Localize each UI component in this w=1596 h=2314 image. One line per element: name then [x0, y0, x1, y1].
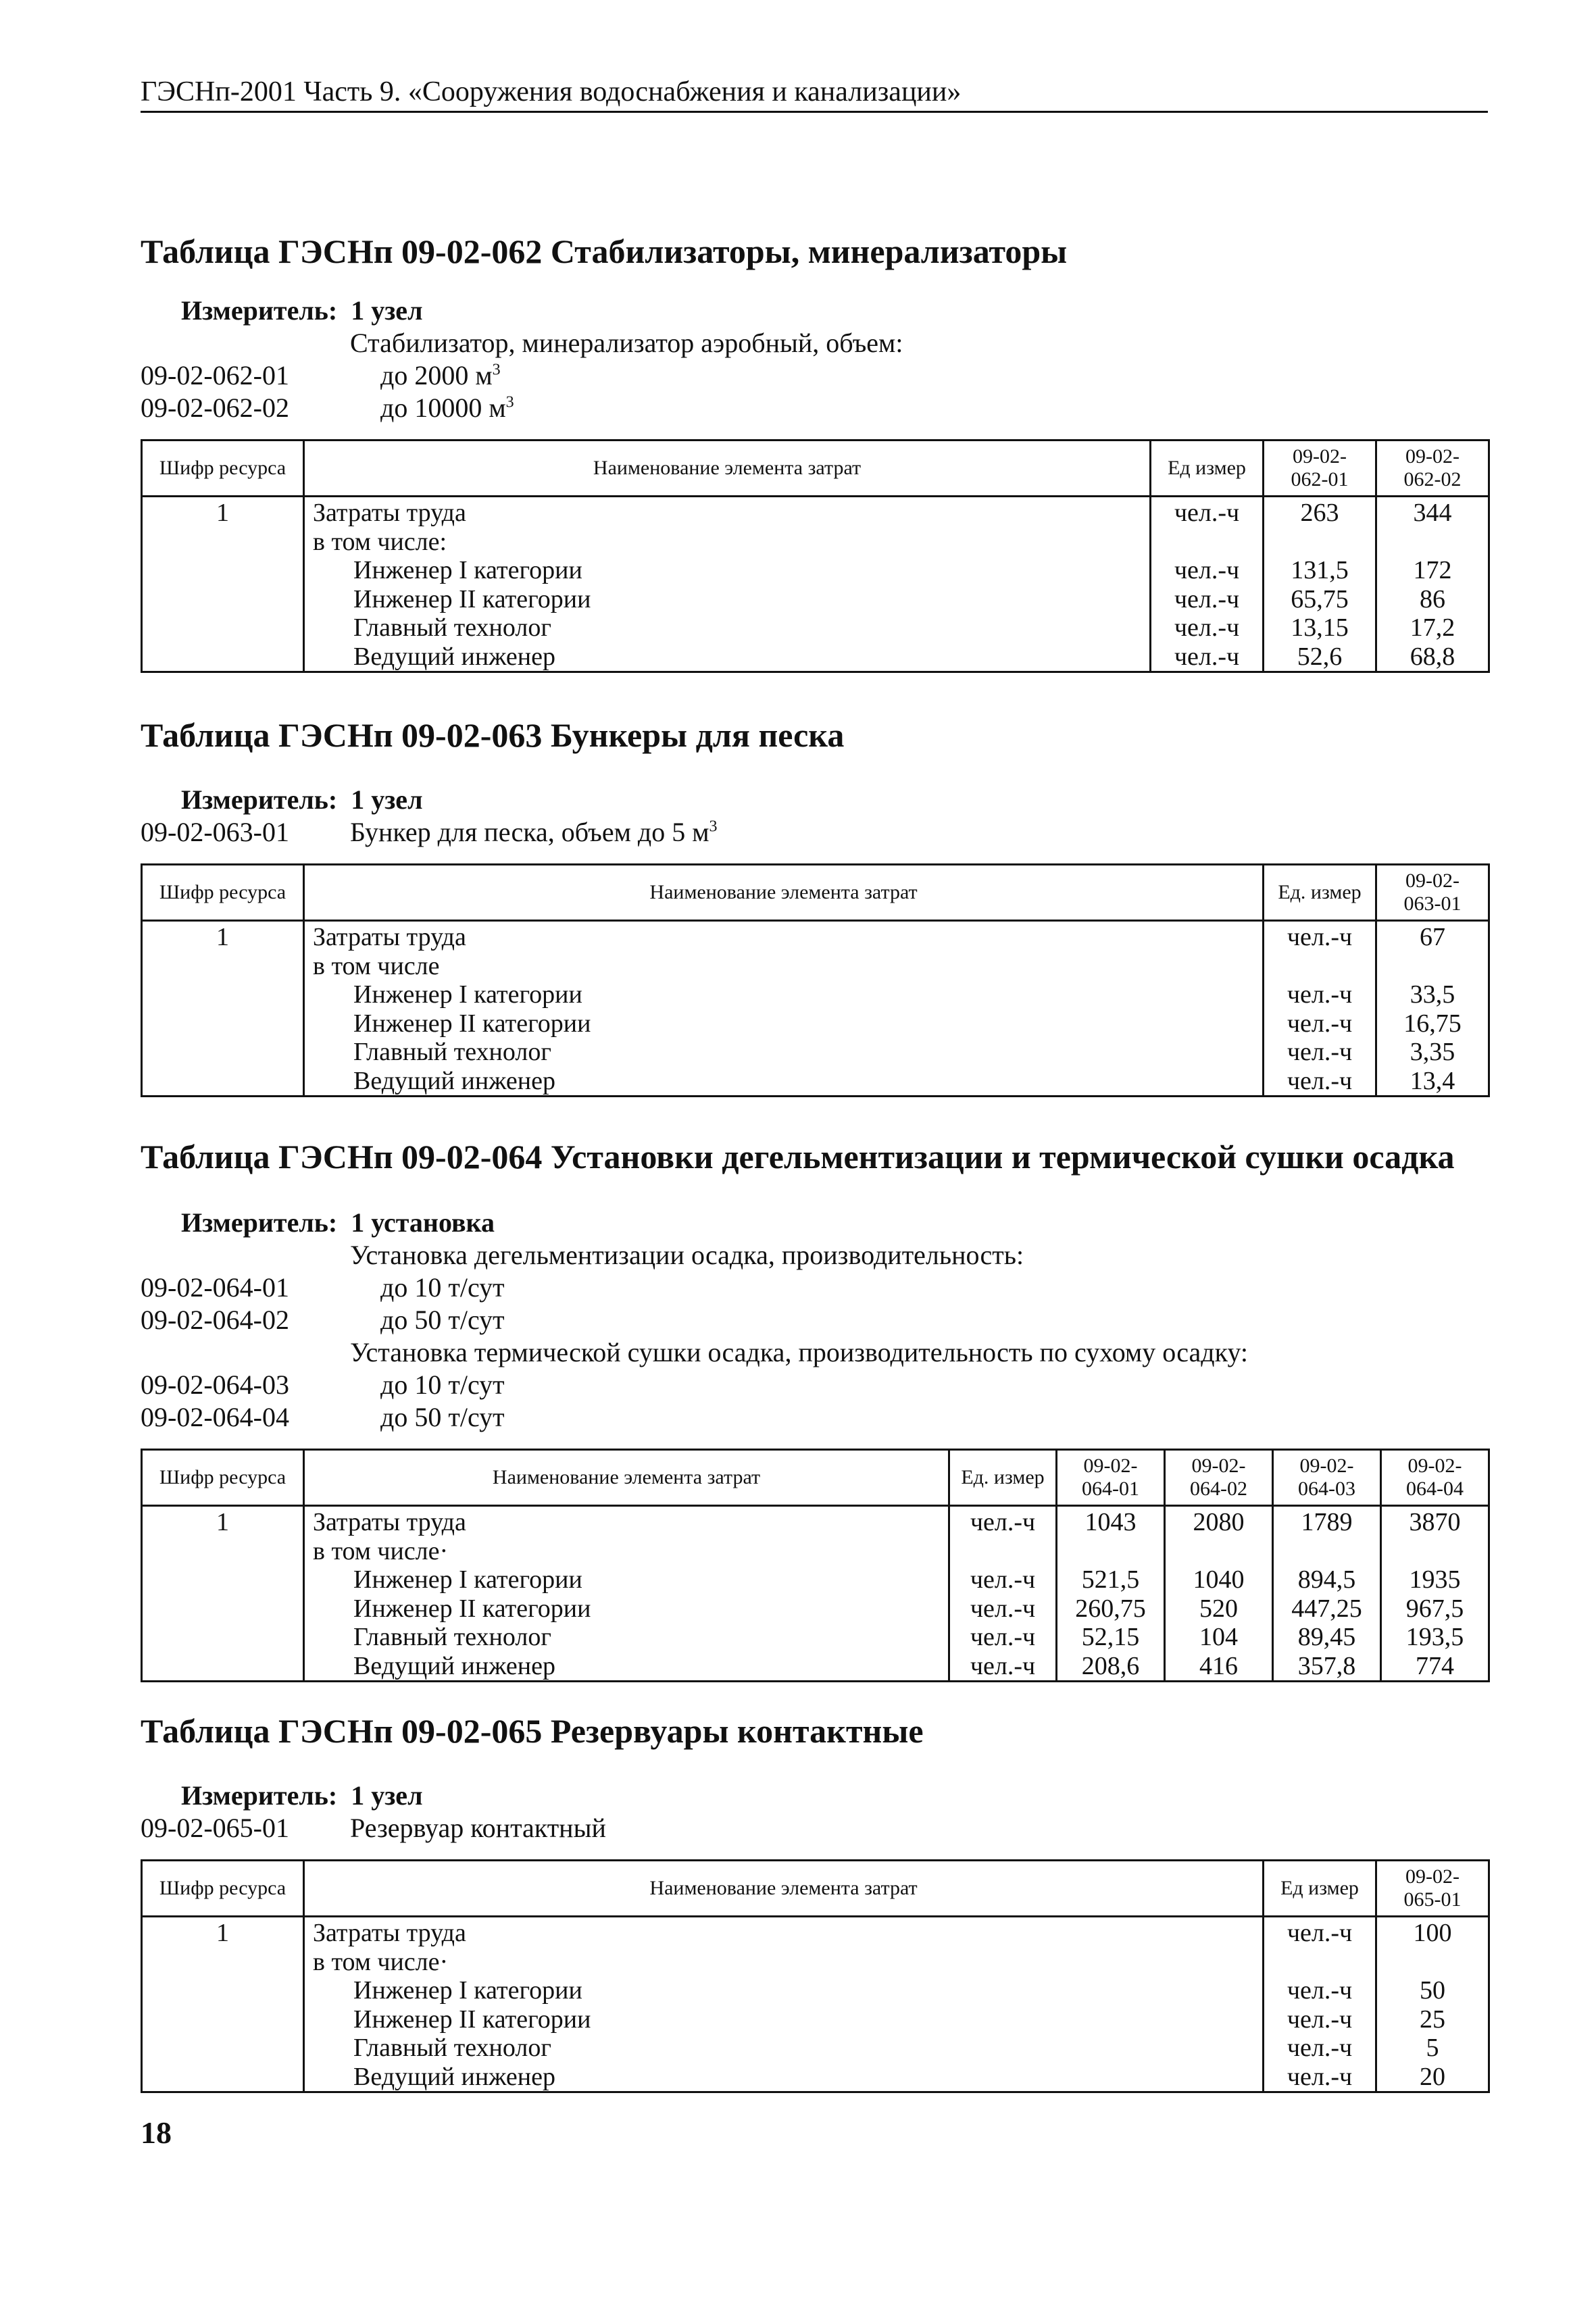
table-title: Таблица ГЭСНп 09-02-062 Стабилизаторы, минерализаторы — [141, 232, 1068, 270]
norm-description: до 10 т/сут — [380, 1369, 505, 1400]
header-norm-065-01: 09-02- 065-01 — [1376, 1861, 1489, 1917]
meter-value: 1 узел — [351, 295, 423, 326]
running-header: ГЭСНп-2001 Часть 9. «Сооружения водоснабжения и канализации» — [141, 73, 1488, 113]
table-row: Ведущий инженер чел.-ч 20 — [142, 2063, 1489, 2092]
table-row: Инженер II категории чел.-ч 65,75 86 — [142, 585, 1489, 614]
table-row: Ведущий инженер чел.-ч 52,6 68,8 — [142, 643, 1489, 672]
table-header-row — [142, 1861, 1489, 1917]
table-row: Инженер II категории чел.-ч 260,75 520 447,25 967,5 — [142, 1594, 1489, 1624]
work-description: Стабилизатор, минерализатор аэробный, объем: — [350, 328, 903, 358]
table-row: в том числе· — [142, 1537, 1489, 1566]
norm-description: Бункер для песка, объем до 5 $м^3$ — [350, 817, 718, 847]
section-09-02-063 — [141, 713, 1488, 1097]
norm-table-064 — [141, 1449, 1490, 1682]
norm-table-063 — [141, 863, 1490, 1097]
meter-value: 1 установка — [351, 1207, 495, 1238]
header-unit: Ед. измер — [949, 1450, 1057, 1506]
header-norm-064-03: 09-02- 064-03 — [1273, 1450, 1381, 1506]
norm-code: 09-02-063-01 — [141, 817, 289, 847]
header-norm-062-01: 09-02- 062-01 — [1264, 441, 1376, 497]
header-code: Шифр ресурса — [142, 441, 304, 497]
norm-code: 09-02-064-04 — [141, 1402, 289, 1432]
norm-description: до 10 т/сут — [380, 1272, 505, 1303]
header-name: Наименование элемента затрат — [304, 1861, 1264, 1917]
header-norm-064-04: 09-02- 064-04 — [1381, 1450, 1489, 1506]
norm-code: 09-02-064-03 — [141, 1369, 289, 1400]
meter-label: Измеритель: — [181, 1780, 338, 1811]
section-09-02-062 — [141, 230, 1488, 673]
table-row: Главный технолог чел.-ч 3,35 — [142, 1038, 1489, 1067]
table-title: Таблица ГЭСНп 09-02-063 Бункеры для песка — [141, 716, 845, 754]
header-name: Наименование элемента затрат — [304, 1450, 949, 1506]
table-row: Главный технолог чел.-ч 5 — [142, 2034, 1489, 2063]
work-description: Установка дегельментизации осадка, производительность: — [350, 1240, 1024, 1270]
meter-label: Измеритель: — [181, 295, 338, 326]
meter-line — [181, 1780, 423, 1812]
table-row: 1 Затраты труда чел.-ч 1043 2080 1789 3870 — [142, 1506, 1489, 1537]
norm-description: Резервуар контактный — [350, 1813, 606, 1843]
table-row: 1 Затраты труда чел.-ч 67 — [142, 921, 1489, 952]
header-norm-063-01: 09-02- 063-01 — [1376, 865, 1489, 921]
header-norm-064-02: 09-02- 064-02 — [1165, 1450, 1273, 1506]
norm-description: до 50 т/сут — [380, 1402, 505, 1432]
table-title: Таблица ГЭСНп 09-02-065 Резервуары контактные — [141, 1712, 924, 1750]
header-code: Шифр ресурса — [142, 1450, 304, 1506]
table-header-row — [142, 865, 1489, 921]
meter-value: 1 узел — [351, 784, 423, 815]
norm-code: 09-02-064-02 — [141, 1305, 289, 1335]
norm-code: 09-02-062-01 — [141, 360, 289, 391]
meter-value: 1 узел — [351, 1780, 423, 1811]
norm-code: 09-02-065-01 — [141, 1813, 289, 1843]
header-norm-062-02: 09-02- 062-02 — [1376, 441, 1489, 497]
header-name: Наименование элемента затрат — [304, 865, 1264, 921]
table-row: Инженер I категории чел.-ч 131,5 172 — [142, 556, 1489, 585]
table-row: Инженер II категории чел.-ч 25 — [142, 2005, 1489, 2034]
norm-description: до 2000 $м^3$ — [380, 360, 501, 391]
header-code: Шифр ресурса — [142, 865, 304, 921]
table-row: 1 Затраты труда чел.-ч 263 344 — [142, 497, 1489, 528]
section-09-02-065 — [141, 1709, 1488, 2093]
table-row: Инженер I категории чел.-ч 521,5 1040 894,5 1935 — [142, 1565, 1489, 1594]
table-row: Инженер I категории чел.-ч 33,5 — [142, 980, 1489, 1009]
header-unit: Ед. измер — [1264, 865, 1376, 921]
table-title: Таблица ГЭСНп 09-02-064 Установки дегельментизации и термической сушки осадка — [141, 1138, 1455, 1176]
table-row: Инженер I категории чел.-ч 50 — [142, 1976, 1489, 2005]
table-header-row — [142, 1450, 1489, 1506]
section-09-02-064 — [141, 1135, 1488, 1682]
norm-description: до 10000 $м^3$ — [380, 393, 514, 423]
meter-line — [181, 1207, 495, 1239]
meter-label: Измеритель: — [181, 784, 338, 815]
header-unit: Ед измер — [1264, 1861, 1376, 1917]
norm-description: до 50 т/сут — [380, 1305, 505, 1335]
header-name: Наименование элемента затрат — [304, 441, 1151, 497]
header-unit: Ед измер — [1151, 441, 1264, 497]
table-row: в том числе· — [142, 1948, 1489, 1977]
norm-table-065 — [141, 1859, 1490, 2093]
table-header-row — [142, 441, 1489, 497]
table-row: Главный технолог чел.-ч 52,15 104 89,45 193,5 — [142, 1623, 1489, 1652]
table-row: 1 Затраты труда чел.-ч 100 — [142, 1917, 1489, 1948]
norm-table-062 — [141, 439, 1490, 673]
table-row: в том числе — [142, 952, 1489, 981]
header-code: Шифр ресурса — [142, 1861, 304, 1917]
table-row: Инженер II категории чел.-ч 16,75 — [142, 1009, 1489, 1038]
meter-line — [181, 295, 423, 327]
norm-code: 09-02-064-01 — [141, 1272, 289, 1303]
meter-label: Измеритель: — [181, 1207, 338, 1238]
norm-code: 09-02-062-02 — [141, 393, 289, 423]
table-row: Главный технолог чел.-ч 13,15 17,2 — [142, 613, 1489, 643]
header-norm-064-01: 09-02- 064-01 — [1057, 1450, 1165, 1506]
work-description: Установка термической сушки осадка, производительность по сухому осадку: — [350, 1337, 1249, 1367]
table-row: в том числе: — [142, 528, 1489, 557]
meter-line — [181, 784, 423, 816]
page-number: 18 — [141, 2115, 172, 2150]
table-row: Ведущий инженер чел.-ч 13,4 — [142, 1067, 1489, 1097]
table-row: Ведущий инженер чел.-ч 208,6 416 357,8 774 — [142, 1652, 1489, 1682]
